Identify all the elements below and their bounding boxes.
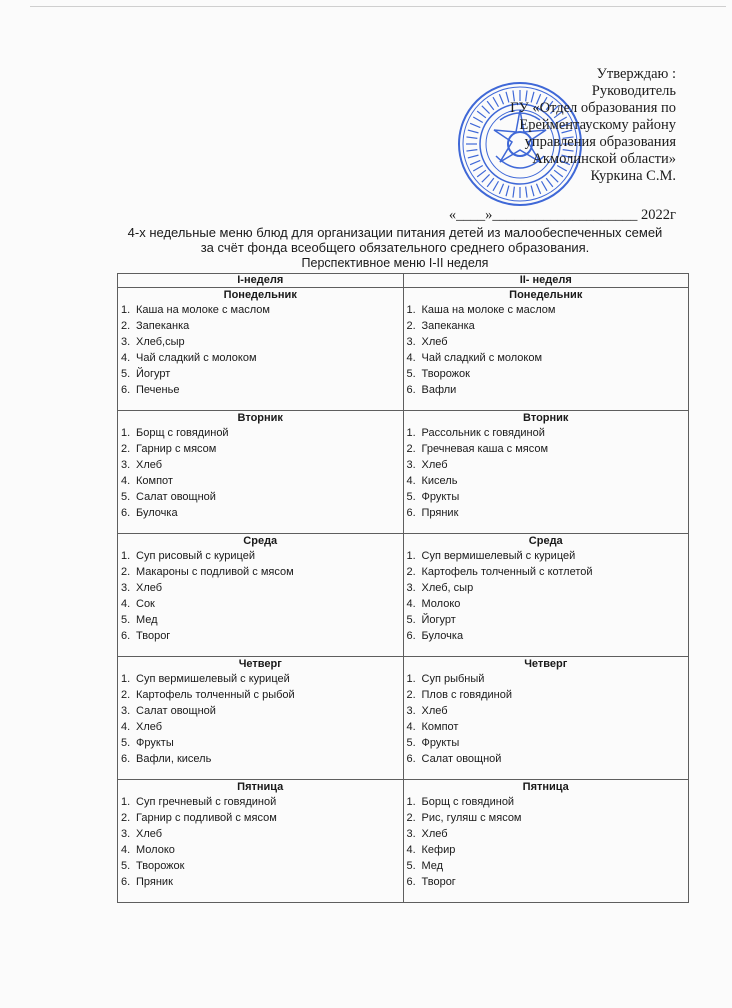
menu-item <box>407 703 689 719</box>
menu-item-number: 2. <box>121 320 131 332</box>
menu-item-text: Рассольник с говядиной <box>421 427 545 439</box>
menu-item-number: 4. <box>406 598 416 610</box>
menu-item-number: 1. <box>121 796 131 808</box>
menu-item-text: Хлеб <box>136 721 163 733</box>
menu-item <box>121 457 403 473</box>
menu-item-text: Булочка <box>136 507 178 519</box>
menu-item-number: 5. <box>406 491 416 503</box>
menu-item <box>121 580 403 596</box>
menu-item <box>121 719 403 735</box>
day-name: Понедельник <box>223 289 297 301</box>
menu-item <box>407 874 689 890</box>
menu-item-text: Фрукты <box>421 737 460 749</box>
menu-item-text: Каша на молоке с маслом <box>136 304 270 316</box>
menu-item-text: Хлеб <box>421 459 448 471</box>
menu-table <box>117 273 689 903</box>
menu-item-number: 5. <box>121 614 131 626</box>
menu-item <box>121 505 403 521</box>
menu-item <box>121 366 403 382</box>
menu-item-text: Каша на молоке с маслом <box>421 304 556 316</box>
menu-item <box>407 612 689 628</box>
menu-item-number: 4. <box>406 475 416 487</box>
menu-item-number: 2. <box>121 443 131 455</box>
menu-item-number: 3. <box>406 459 416 471</box>
menu-item <box>407 596 689 612</box>
menu-item-number: 3. <box>121 459 131 471</box>
day-cell-week2 <box>403 534 689 657</box>
menu-item-text: Фрукты <box>421 491 460 503</box>
menu-item-text: Сок <box>136 598 155 610</box>
day-name: Четверг <box>524 658 568 670</box>
approval-date: «____»____________________ 2022г <box>448 207 676 223</box>
menu-item-text: Мед <box>136 614 158 626</box>
menu-item-text: Кефир <box>421 844 456 856</box>
menu-item <box>121 318 403 334</box>
day-cell-week2 <box>403 288 689 411</box>
approval-line: ГУ «Отдел образования по <box>510 100 676 116</box>
menu-item <box>407 441 689 457</box>
menu-item-text: Кисель <box>421 475 458 487</box>
menu-item-text: Творожок <box>136 860 185 872</box>
menu-item-number: 2. <box>121 812 131 824</box>
menu-item-number: 2. <box>121 566 131 578</box>
menu-item-text: Творожок <box>421 368 470 380</box>
menu-item-number: 1. <box>406 427 416 439</box>
menu-item-list <box>404 548 689 644</box>
menu-item-number: 5. <box>121 737 131 749</box>
approval-block <box>376 66 676 224</box>
menu-item-list <box>118 671 403 767</box>
menu-item-number: 2. <box>121 689 131 701</box>
menu-item-text: Запеканка <box>136 320 190 332</box>
menu-item-number: 4. <box>121 352 131 364</box>
menu-item-number: 6. <box>406 384 416 396</box>
menu-item-text: Вафли, кисель <box>136 753 212 765</box>
day-name: Среда <box>528 535 563 547</box>
page-top-edge <box>30 6 726 7</box>
menu-item-text: Молоко <box>136 844 175 856</box>
menu-item-text: Гречневая каша с мясом <box>421 443 549 455</box>
menu-item-text: Суп рисовый с курицей <box>136 550 255 562</box>
day-cell-week1 <box>118 288 404 411</box>
menu-item-text: Салат овощной <box>136 705 216 717</box>
menu-item <box>407 457 689 473</box>
menu-item <box>407 751 689 767</box>
menu-item <box>407 318 689 334</box>
menu-item <box>407 564 689 580</box>
menu-item <box>121 302 403 318</box>
table-row <box>118 780 689 903</box>
menu-item-number: 3. <box>121 705 131 717</box>
approval-line: Акмолинской области» <box>532 151 676 167</box>
menu-item-number: 1. <box>121 427 131 439</box>
day-name: Четверг <box>238 658 282 670</box>
menu-item <box>407 580 689 596</box>
menu-item-text: Картофель толченный с рыбой <box>136 689 295 701</box>
menu-item <box>407 350 689 366</box>
menu-item-number: 4. <box>406 721 416 733</box>
menu-table-body <box>118 288 689 903</box>
menu-item-text: Печенье <box>136 384 180 396</box>
menu-item <box>121 671 403 687</box>
menu-item-text: Борщ с говядиной <box>421 796 515 808</box>
menu-item-number: 5. <box>406 614 416 626</box>
table-row <box>118 411 689 534</box>
menu-item <box>407 794 689 810</box>
menu-item-number: 3. <box>121 336 131 348</box>
menu-item-text: Чай сладкий с молоком <box>136 352 257 364</box>
heading-line-2: за счёт фонда всеобщего обязательного среднего образования. <box>200 240 590 255</box>
menu-item <box>407 505 689 521</box>
menu-item <box>121 382 403 398</box>
column-header-week-1: I-неделя <box>118 274 404 288</box>
menu-item-text: Компот <box>421 721 459 733</box>
menu-item-text: Вафли <box>421 384 457 396</box>
menu-item-number: 4. <box>406 844 416 856</box>
document-heading <box>100 225 690 271</box>
menu-item <box>121 489 403 505</box>
menu-item-number: 2. <box>406 320 416 332</box>
day-cell-week1 <box>118 534 404 657</box>
menu-item-text: Суп рыбный <box>421 673 485 685</box>
menu-item <box>121 548 403 564</box>
menu-item <box>121 334 403 350</box>
menu-item-text: Суп вермишелевый с курицей <box>421 550 576 562</box>
approval-line: управления образования <box>524 134 676 150</box>
menu-item-number: 2. <box>406 812 416 824</box>
menu-item-text: Творог <box>136 630 171 642</box>
menu-item-text: Мед <box>421 860 444 872</box>
menu-item-text: Гарнир с подливой с мясом <box>136 812 277 824</box>
menu-item-text: Макароны с подливой с мясом <box>136 566 294 578</box>
heading-subtitle: Перспективное меню I-II неделя <box>301 256 489 270</box>
menu-item-text: Компот <box>136 475 173 487</box>
menu-item-number: 3. <box>406 828 416 840</box>
menu-item-number: 6. <box>121 507 131 519</box>
menu-item <box>407 687 689 703</box>
column-header-week-2: II- неделя <box>403 274 689 288</box>
menu-item <box>407 334 689 350</box>
menu-item-text: Йогурт <box>136 368 171 380</box>
menu-item-list <box>118 425 403 521</box>
menu-item <box>121 628 403 644</box>
menu-item-number: 6. <box>121 384 131 396</box>
day-name: Вторник <box>523 412 569 424</box>
menu-item <box>121 826 403 842</box>
menu-item <box>121 473 403 489</box>
menu-item <box>407 826 689 842</box>
menu-item-text: Хлеб <box>421 336 448 348</box>
menu-item-number: 6. <box>121 753 131 765</box>
menu-item <box>407 628 689 644</box>
menu-item-text: Хлеб <box>136 459 163 471</box>
menu-item-number: 2. <box>406 689 416 701</box>
menu-item <box>121 842 403 858</box>
menu-item-list <box>118 302 403 398</box>
menu-item-text: Запеканка <box>421 320 475 332</box>
menu-item <box>407 473 689 489</box>
menu-item <box>121 687 403 703</box>
table-header-row <box>118 274 689 288</box>
menu-item <box>407 810 689 826</box>
menu-item-number: 3. <box>121 828 131 840</box>
menu-item-number: 1. <box>121 304 131 316</box>
menu-item-list <box>404 425 689 521</box>
menu-item-list <box>118 794 403 890</box>
approval-signatory: Куркина С.М. <box>590 168 676 184</box>
menu-item-number: 6. <box>406 753 416 765</box>
menu-item-number: 6. <box>406 876 416 888</box>
menu-item <box>121 751 403 767</box>
menu-item <box>407 302 689 318</box>
menu-item <box>407 382 689 398</box>
menu-item-text: Чай сладкий с молоком <box>421 352 543 364</box>
menu-item <box>121 564 403 580</box>
menu-item-text: Молоко <box>421 598 461 610</box>
menu-item-number: 4. <box>121 475 131 487</box>
menu-item-text: Рис, гуляш с мясом <box>421 812 522 824</box>
menu-item-text: Фрукты <box>136 737 174 749</box>
menu-item <box>121 612 403 628</box>
approval-line: Руководитель <box>591 83 676 99</box>
menu-item-number: 3. <box>406 336 416 348</box>
approval-line: Ерейментаускому району <box>519 117 676 133</box>
menu-item-number: 4. <box>121 844 131 856</box>
menu-item-number: 6. <box>121 630 131 642</box>
menu-item <box>407 548 689 564</box>
day-cell-week1 <box>118 411 404 534</box>
menu-item-number: 5. <box>406 737 416 749</box>
menu-item-text: Плов с говядиной <box>421 689 512 701</box>
menu-item-text: Суп гречневый с говядиной <box>136 796 277 808</box>
menu-item-text: Салат овощной <box>421 753 502 765</box>
day-name: Среда <box>243 535 278 547</box>
menu-item-number: 2. <box>406 443 416 455</box>
menu-item <box>121 735 403 751</box>
day-cell-week2 <box>403 411 689 534</box>
menu-item-number: 3. <box>406 705 416 717</box>
menu-item <box>407 735 689 751</box>
menu-item-text: Пряник <box>136 876 173 888</box>
menu-item-number: 5. <box>121 368 131 380</box>
table-row <box>118 657 689 780</box>
menu-item-text: Хлеб <box>421 828 448 840</box>
menu-item-number: 1. <box>121 550 131 562</box>
menu-item-text: Картофель толченный с котлетой <box>421 566 593 578</box>
menu-item-list <box>118 548 403 644</box>
menu-item <box>121 874 403 890</box>
menu-item <box>407 671 689 687</box>
menu-item <box>407 842 689 858</box>
menu-item-text: Хлеб,сыр <box>136 336 185 348</box>
menu-item <box>121 350 403 366</box>
menu-item-text: Хлеб <box>421 705 448 717</box>
menu-item-text: Суп вермишелевый с курицей <box>136 673 290 685</box>
menu-item-number: 5. <box>406 368 416 380</box>
menu-item-text: Хлеб <box>136 582 163 594</box>
day-cell-week1 <box>118 780 404 903</box>
table-row <box>118 534 689 657</box>
menu-item-list <box>404 671 689 767</box>
menu-item-number: 1. <box>406 796 416 808</box>
menu-item-number: 3. <box>406 582 416 594</box>
day-name: Пятница <box>522 781 569 793</box>
day-name: Пятница <box>237 781 284 793</box>
table-row <box>118 288 689 411</box>
day-cell-week1 <box>118 657 404 780</box>
menu-item-text: Гарнир с мясом <box>136 443 217 455</box>
menu-item <box>121 425 403 441</box>
menu-item <box>407 858 689 874</box>
menu-item <box>121 810 403 826</box>
menu-item-list <box>404 302 689 398</box>
heading-line-1: 4-х недельные меню блюд для организации питания детей из малообеспеченных семей <box>127 225 663 240</box>
menu-item <box>407 489 689 505</box>
menu-item-list <box>404 794 689 890</box>
menu-item-number: 3. <box>121 582 131 594</box>
menu-item-number: 6. <box>406 630 416 642</box>
day-name: Понедельник <box>509 289 583 301</box>
menu-item <box>121 794 403 810</box>
day-cell-week2 <box>403 780 689 903</box>
menu-item-text: Йогурт <box>421 614 456 626</box>
menu-item-number: 6. <box>121 876 131 888</box>
menu-item <box>407 719 689 735</box>
menu-item-text: Салат овощной <box>136 491 216 503</box>
menu-item <box>121 596 403 612</box>
menu-item-number: 4. <box>121 721 131 733</box>
menu-item-number: 4. <box>121 598 131 610</box>
menu-item-text: Хлеб <box>136 828 163 840</box>
menu-item-text: Хлеб, сыр <box>421 582 474 594</box>
menu-item-number: 2. <box>406 566 416 578</box>
menu-item <box>407 366 689 382</box>
menu-item-number: 6. <box>406 507 416 519</box>
menu-item <box>121 441 403 457</box>
menu-item-text: Булочка <box>421 630 464 642</box>
menu-item-number: 1. <box>406 673 416 685</box>
menu-item <box>407 425 689 441</box>
menu-item-number: 4. <box>406 352 416 364</box>
menu-item-number: 5. <box>121 491 131 503</box>
menu-item-number: 5. <box>121 860 131 872</box>
menu-item-text: Пряник <box>421 507 459 519</box>
menu-item-number: 1. <box>406 550 416 562</box>
menu-item-text: Творог <box>421 876 456 888</box>
day-cell-week2 <box>403 657 689 780</box>
approval-line: Утверждаю : <box>596 66 676 82</box>
menu-item <box>121 703 403 719</box>
day-name: Вторник <box>237 412 283 424</box>
menu-item <box>121 858 403 874</box>
menu-item-number: 1. <box>121 673 131 685</box>
menu-item-number: 5. <box>406 860 416 872</box>
menu-item-text: Борщ с говядиной <box>136 427 229 439</box>
menu-item-number: 1. <box>406 304 416 316</box>
